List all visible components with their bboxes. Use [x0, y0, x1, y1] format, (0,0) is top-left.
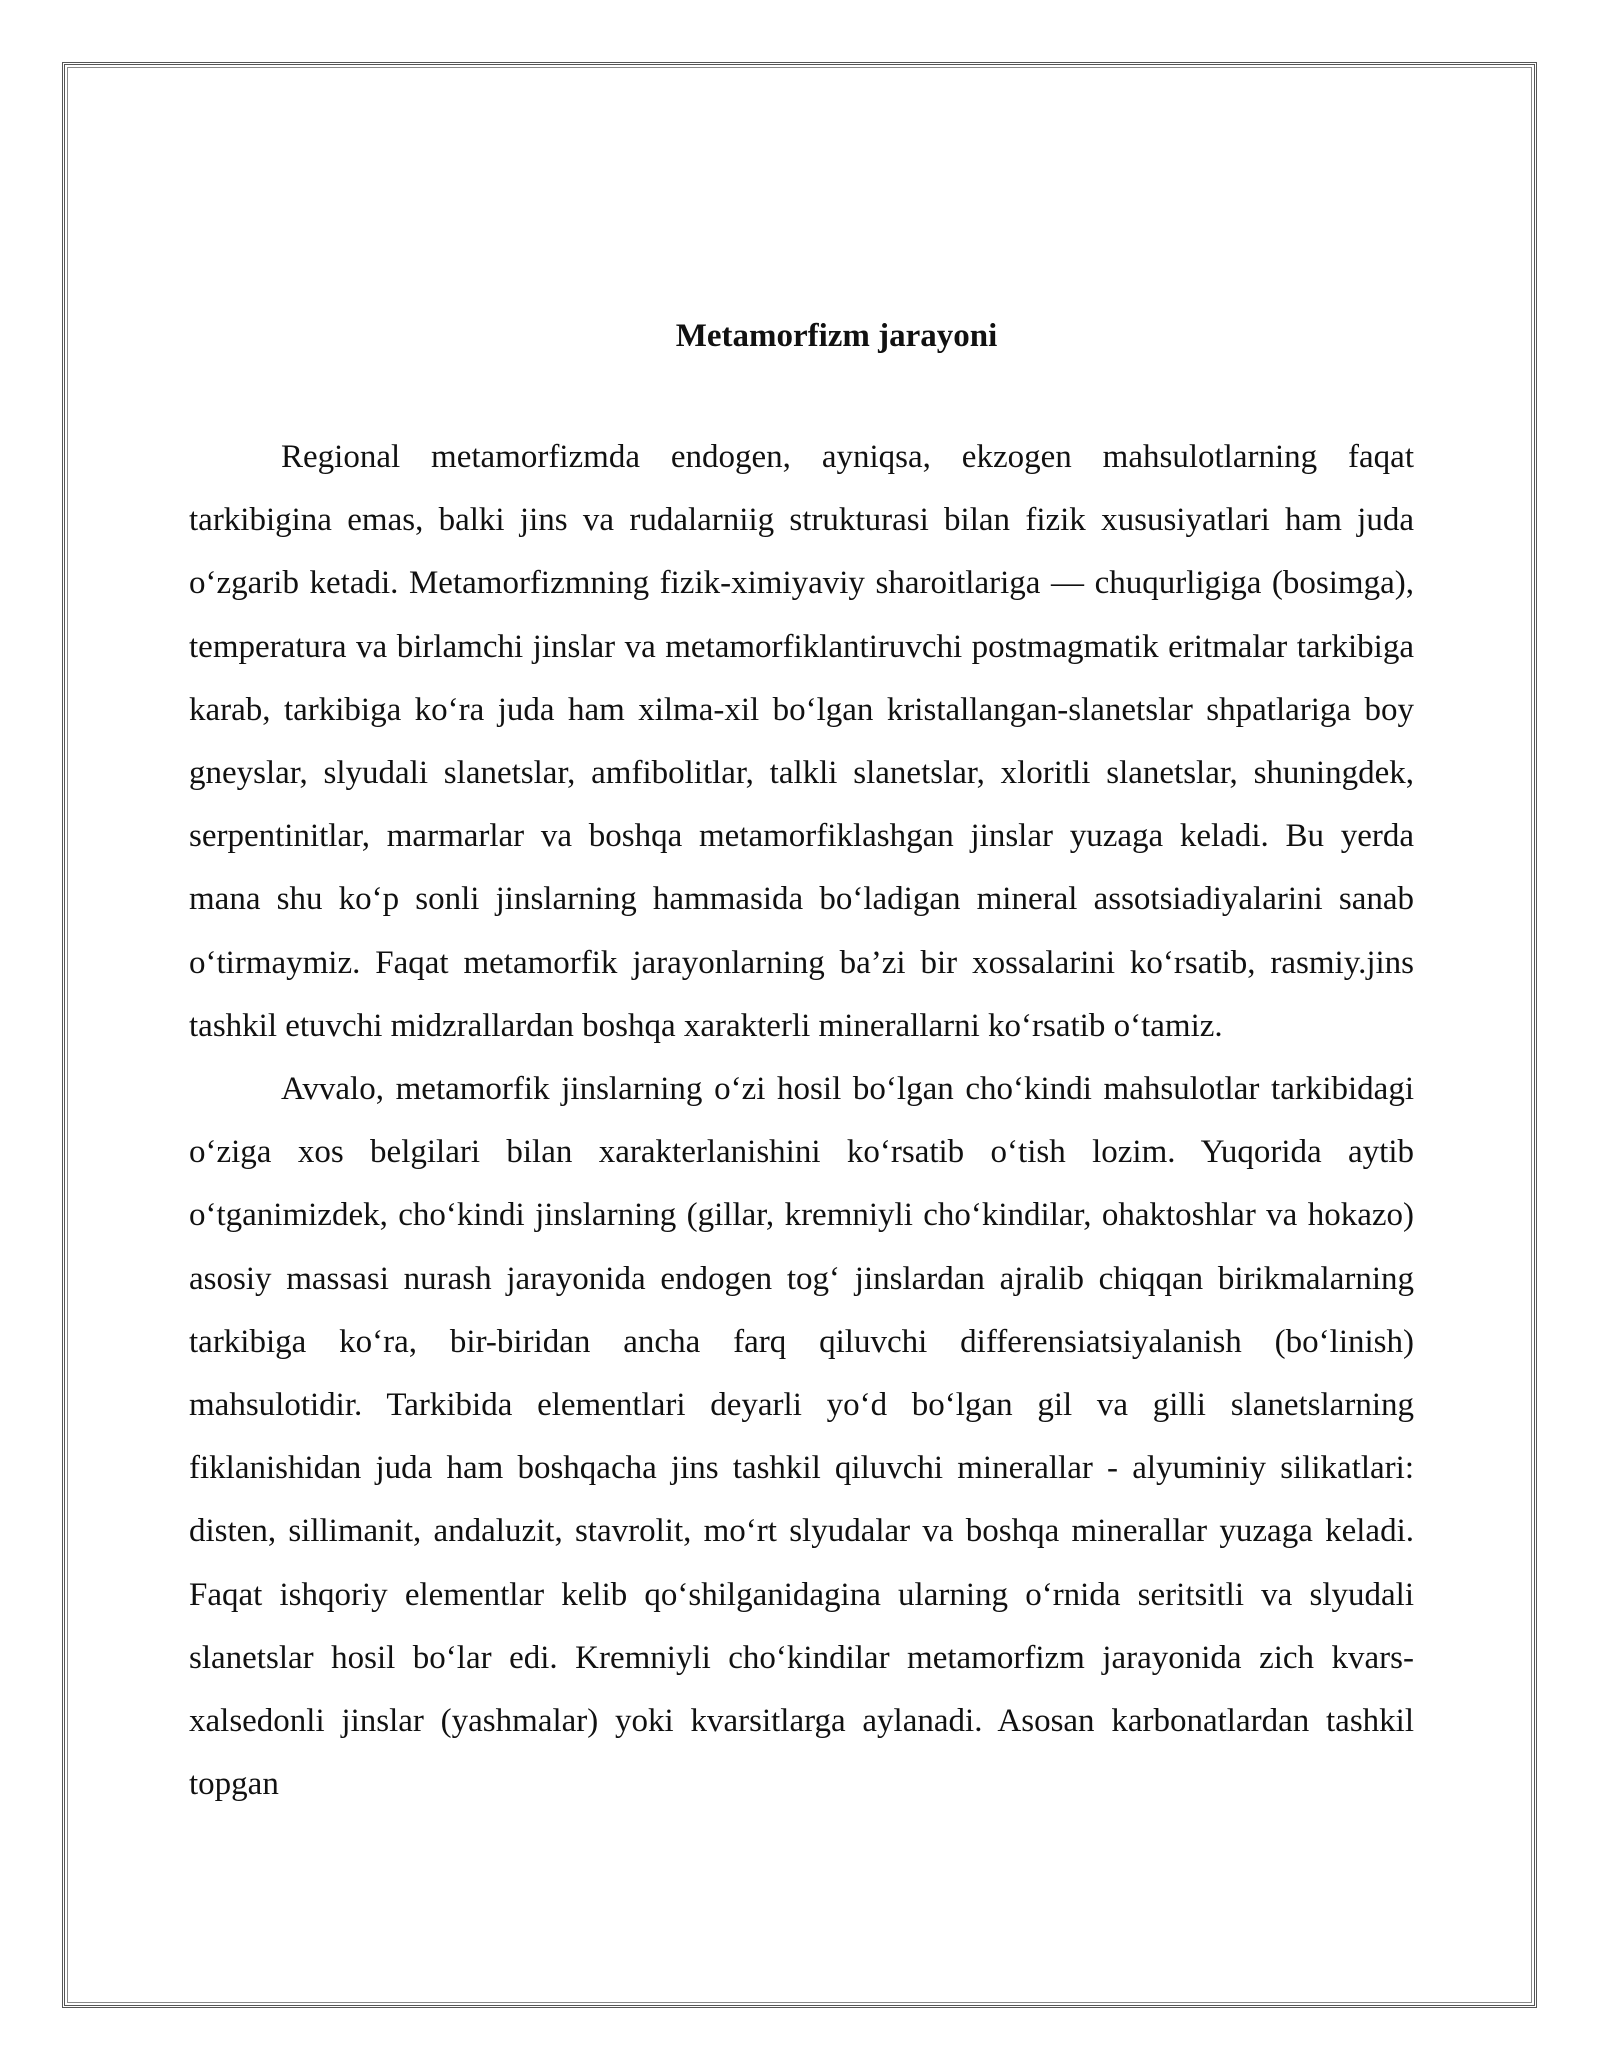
document-body — [189, 312, 1414, 1816]
paragraph-2: Avvalo, metamorfik jinslarning o‘zi hosil bo‘lgan cho‘kindi mahsulotlar tarkibidagi o‘ziga xos belgilari bilan xarakterlanishini ko‘rsatib o‘tish lozim. Yuqorida aytib o‘tganimizdek, cho‘kindi jinslarning (gillar, kremniyli cho‘kindilar, ohaktoshlar va hokazo) asosiy massasi nurash jarayonida endogen tog‘ jinslardan ajralib chiqqan birikmalarning tarkibiga ko‘ra, bir-biridan ancha farq qiluvchi differensiatsiyalanish (bo‘linish) mahsulotidir. Tarkibida elementlari deyarli yo‘d bo‘lgan gil va gilli slanetslarning fiklanishidan juda ham boshqacha jins tashkil qiluvchi minerallar - alyuminiy silikatlari: disten, sillimanit, andaluzit, stavrolit, mo‘rt slyudalar va boshqa minerallar yuzaga keladi. Faqat ishqoriy elementlar kelib qo‘shilganidagina ularning o‘rnida seritsitli va slyudali slanetslar hosil bo‘lar edi. Kremniyli cho‘kindilar metamorfizm jarayonida zich kvars-xalsedonli jinslar (yashmalar) yoki kvarsitlarga aylanadi. Asosan karbonatlardan tashkil topgan — [189, 1071, 1414, 1803]
paragraph-1: Regional metamorfizmda endogen, ayniqsa, ekzogen mahsulotlarning faqat tarkibigina emas, balki jins va rudalarniig strukturasi bilan fizik xususiyatlari ham juda o‘zgarib ketadi. Metamorfizmning fizik-ximiyaviy sharoitlariga — chuqurligiga (bosimga), temperatura va birlamchi jinslar va metamorfiklantiruvchi postmagmatik eritmalar tarkibiga karab, tarkibiga ko‘ra juda ham xilma-xil bo‘lgan kristallangan-slanetslar shpatlariga boy gneyslar, slyudali slanetslar, amfibolitlar, talkli slanetslar, xloritli slanetslar, shuningdek, serpentinitlar, marmarlar va boshqa metamorfiklashgan jinslar yuzaga keladi. Bu yerda mana shu ko‘p sonli jinslarning hammasida bo‘ladigan mineral assotsiadiyalarini sanab o‘tirmaymiz. Faqat metamorfik jarayonlarning ba’zi bir xossalarini ko‘rsatib, rasmiy.jins tashkil etuvchi midzrallardan boshqa xarakterli minerallarni ko‘rsatib o‘tamiz. — [189, 439, 1414, 1044]
document-title: Metamorfizm jarayoni — [675, 318, 998, 354]
